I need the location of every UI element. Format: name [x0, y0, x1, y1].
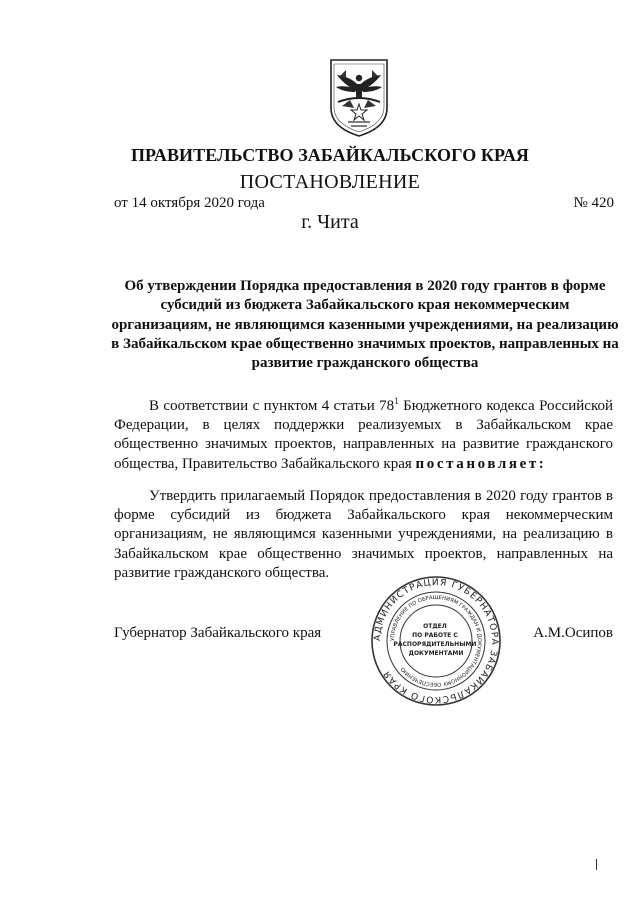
preamble-text-end: Бюджетного кодекса Российской Федерации, в целях поддержки реализуемых в Забайкальском крае общественно значимых проектов, направленных на развитие гражданского общества, Правительство Забайкальского края: [114, 398, 614, 472]
official-stamp-icon: [369, 574, 503, 708]
document-type: ПОСТАНОВЛЕНИЕ: [239, 171, 421, 193]
article-superscript: 1: [394, 396, 399, 406]
document-date: от 14 октября 2020 года: [114, 195, 265, 211]
stamp-center-line-2: ПО РАБОТЕ С: [412, 632, 458, 639]
resolution-paragraph: Утвердить прилагаемый Порядок предоставления в 2020 году грантов в форме субсидий из бюджета Забайкальского края некоммерческим организациям, не являющимся казенными учреждениями, на реализацию в Забайкальском крае общественно значимых проектов, направленных на развитие гражданского общества.: [114, 488, 613, 581]
preamble-text-start: В соответствии с пунктом 4 статьи 78: [149, 398, 395, 414]
edge-mark: [596, 859, 597, 870]
stamp-center-line-4: ДОКУМЕНТАМИ: [408, 650, 464, 657]
stamp-center-line-1: ОТДЕЛ: [423, 623, 447, 630]
document-subject: Об утверждении Порядка предоставления в 2020 году грантов в форме субсидий из бюджета Забайкальского края некоммерческим организациям, не являющимся казенными учреждениями, на реализацию в Забайкальском крае общественно значимых проектов, направленных на развитие гражданского общества: [111, 278, 619, 372]
stamp-inner-text: УПРАВЛЕНИЕ ПО ОБРАЩЕНИЯМ ГРАЖДАН И ДОКУМЕНТАЦИОННОМУ ОБЕСПЕЧЕНИЮ: [389, 594, 483, 688]
decree-word: постановляет:: [415, 455, 547, 472]
preamble-paragraph: [114, 397, 613, 474]
stamp-outer-text: АДМИНИСТРАЦИЯ ГУБЕРНАТОРА ЗАБАЙКАЛЬСКОГО КРАЯ: [372, 577, 500, 705]
government-name: ПРАВИТЕЛЬСТВО ЗАБАЙКАЛЬСКОГО КРАЯ: [130, 145, 530, 165]
stamp-center-line-3: РАСПОРЯДИТЕЛЬНЫМИ: [393, 641, 477, 648]
svg-text:ОТДЕЛ ПО РАБОТЕ С: [393, 623, 478, 657]
signatory-title: Губернатор Забайкальского края: [114, 625, 322, 641]
coat-of-arms-icon: [326, 56, 392, 138]
document-city: г. Чита: [301, 211, 359, 233]
document-number: № 420: [573, 195, 614, 211]
signatory-name: А.М.Осипов: [533, 625, 613, 641]
